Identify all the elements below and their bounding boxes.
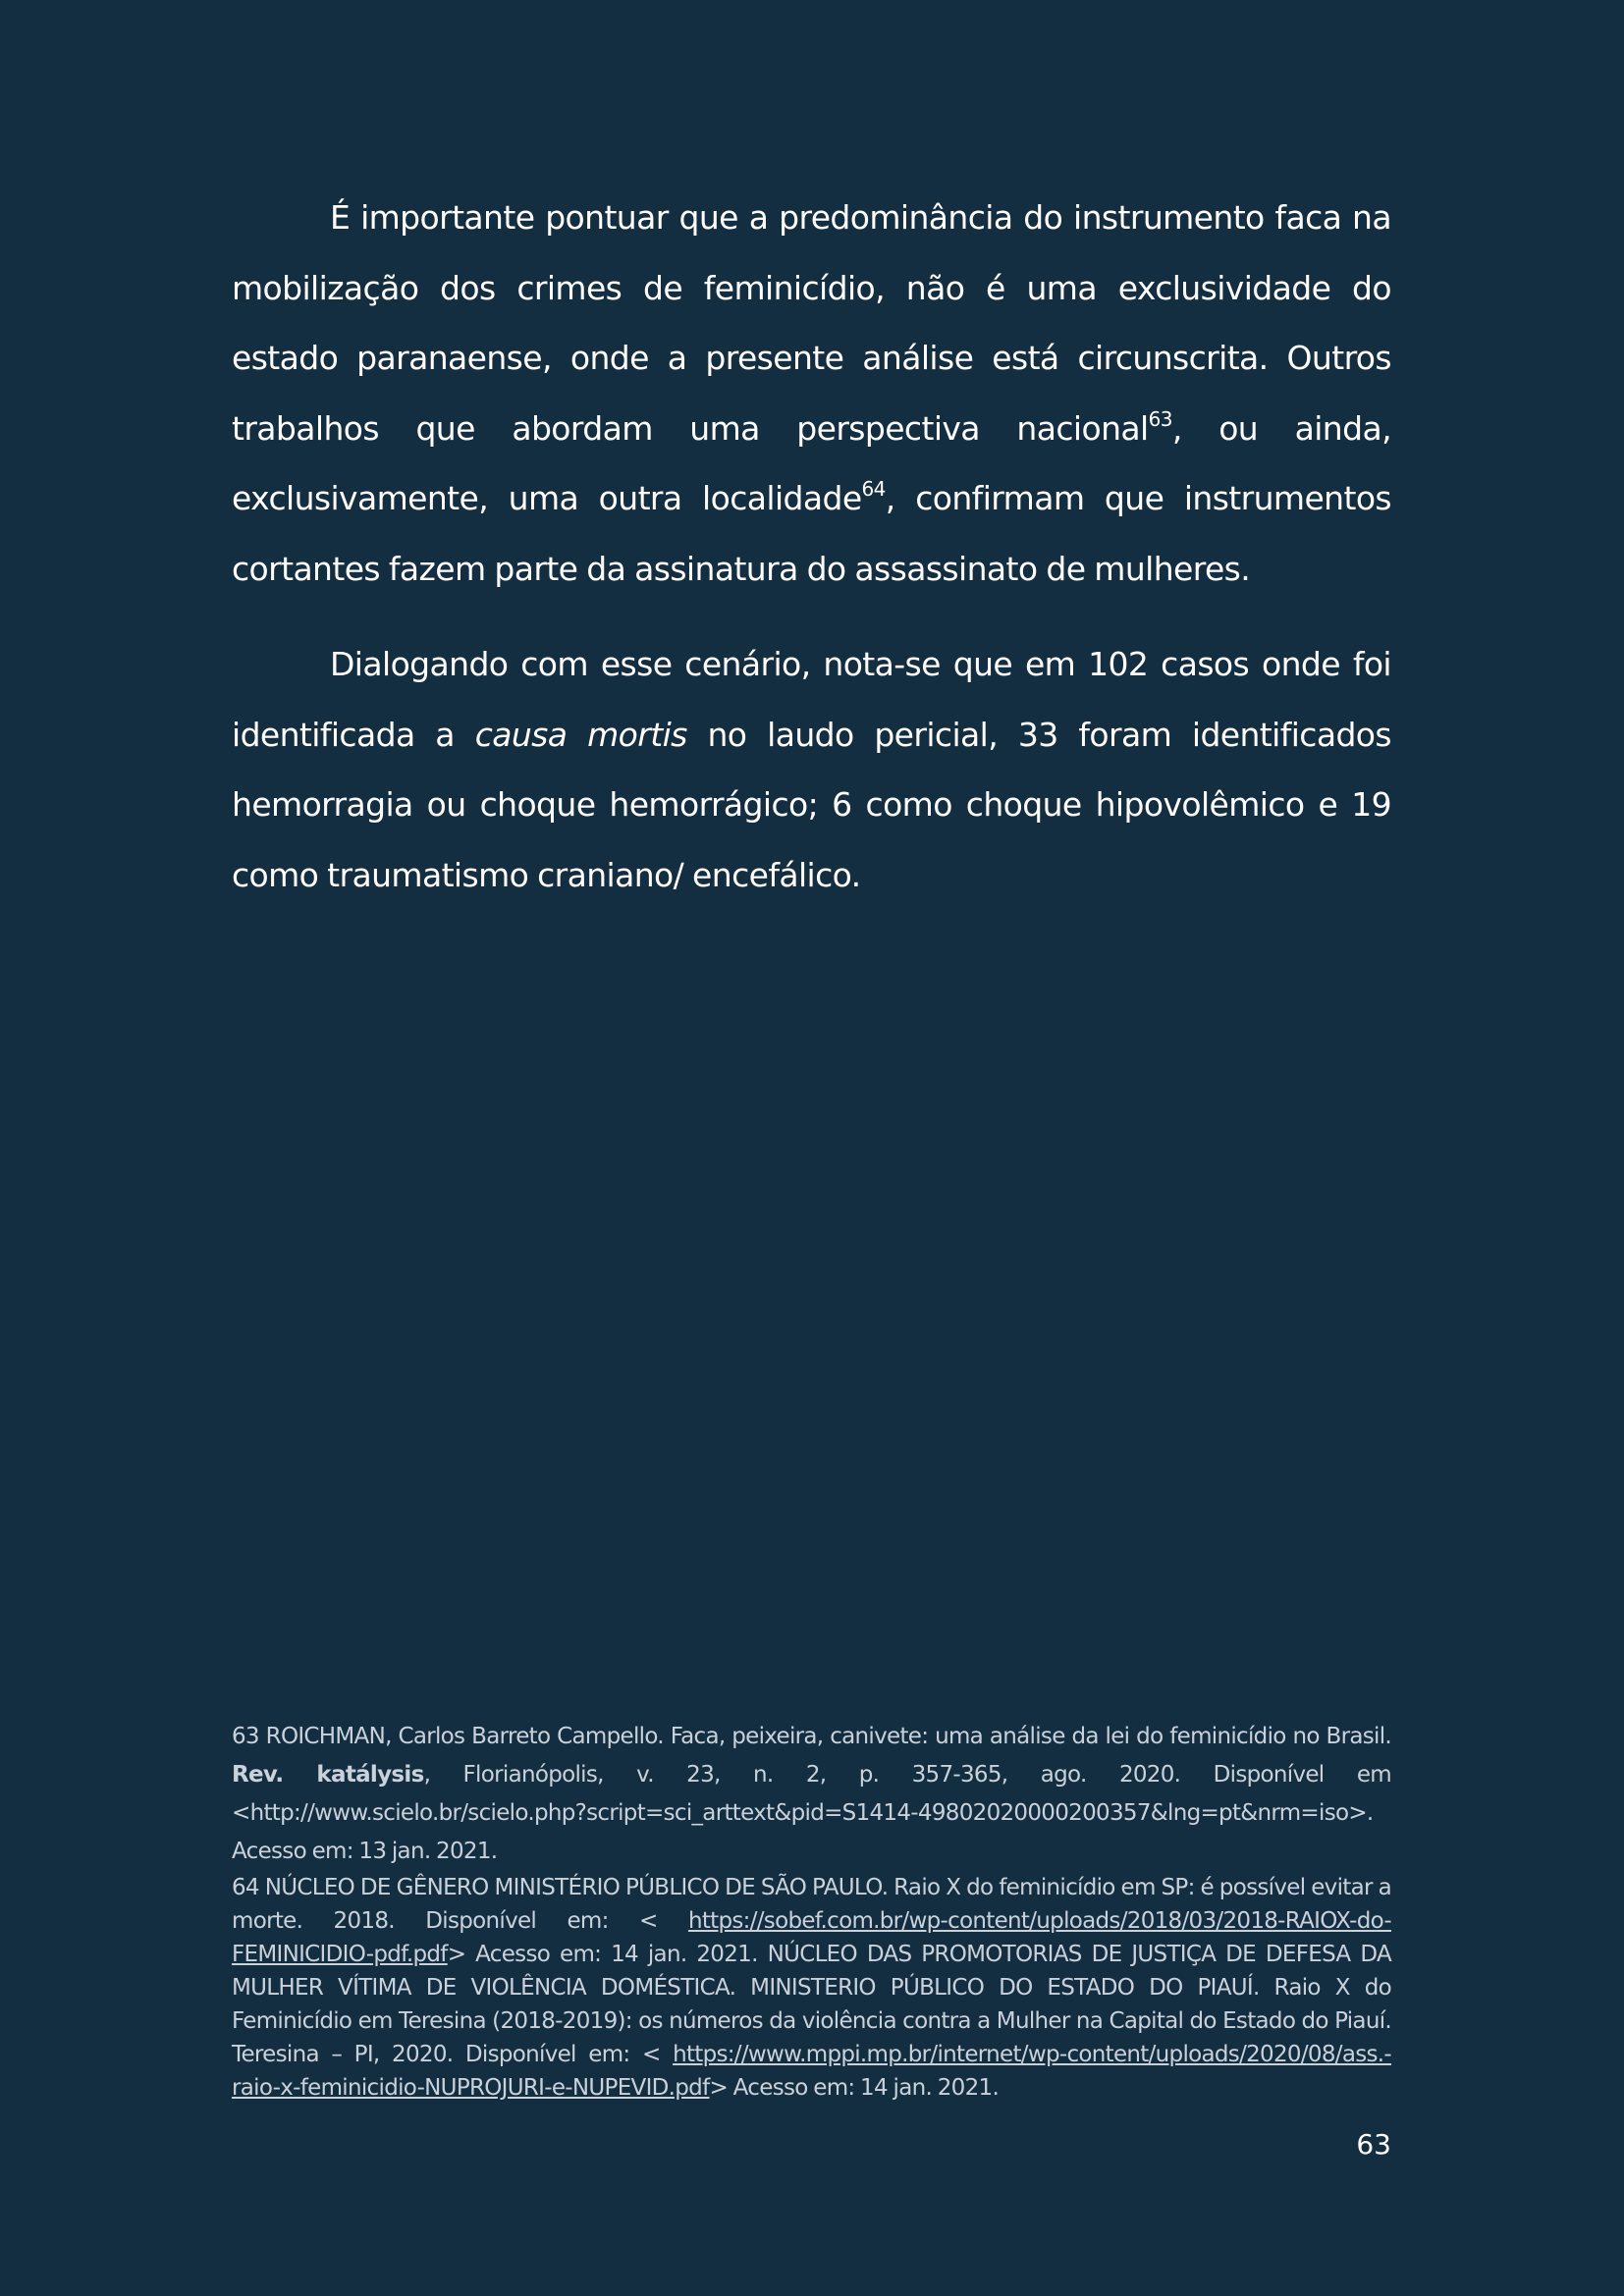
footnote-63-text-b: , Florianópolis, v. 23, n. 2, p. 357-365, ago. 2020. Disponível em <http://www.scielo.br/scielo.php?script=sci_arttext&pid=S1414-49802020000200357&lng=pt&nrm=iso>. Acesso em: 13 jan. 2021. (232, 1762, 1392, 1864)
paragraph-2 (232, 629, 1391, 910)
footnote-ref-63[interactable]: 63 (1148, 406, 1172, 431)
footnote-ref-64[interactable]: 64 (861, 477, 886, 501)
paragraph-2-text-b: no laudo pericial, 33 foram identificados hemorragia ou choque hemorrágico; 6 como choque hipovolêmico e 19 como traumatismo craniano/ encefálico. (232, 715, 1391, 894)
footnote-63 (232, 1718, 1391, 1871)
paragraph-1-text-b: , ou ainda, exclusivamente, uma outra localidade (232, 408, 1391, 517)
paragraph-2-emphasis: causa mortis (474, 715, 687, 754)
paragraph-1 (232, 183, 1391, 604)
main-text (232, 183, 1391, 935)
footnote-64-text-a: 64 NÚCLEO DE GÊNERO MINISTÉRIO PÚBLICO DE SÃO PAULO. Raio X do feminicídio em SP: é possível evitar a morte. 2018. Disponível em: < (232, 1875, 1391, 1934)
footnotes (232, 1718, 1391, 2105)
footnote-64-text-c: > Acesso em: 14 jan. 2021. (709, 2075, 1000, 2101)
paragraph-1-text-c: , confirmam que instrumentos cortantes fazem parte da assinatura do assassinato de mulheres. (232, 479, 1392, 588)
footnote-64-link-2[interactable]: https://www.mppi.mp.br/internet/wp-content/uploads/2020/08/ass.-raio-x-feminicidio-NUPROJURI-e-NUPEVID.pdf (232, 2042, 1391, 2101)
footnote-64-text-b: > Acesso em: 14 jan. 2021. NÚCLEO DAS PROMOTORIAS DE JUSTIÇA DE DEFESA DA MULHER VÍTIMA DE VIOLÊNCIA DOMÉSTICA. MINISTERIO PÚBLICO DO ESTADO DO PIAUÍ. Raio X do Feminicídio em Teresina (2018-2019): os números da violência contra a Mulher na Capital do Estado do Piauí. Teresina – PI, 2020. Disponível em: < (232, 1942, 1391, 2067)
paragraph-1-text-a: É importante pontuar que a predominância do instrumento faca na mobilização dos crimes de feminicídio, não é uma exclusividade do estado paranaense, onde a presente análise está circunscrita. Outros trabalhos que abordam uma perspectiva nacional (232, 198, 1391, 448)
footnote-63-journal: Rev. katálysis (232, 1762, 424, 1788)
page-number: 63 (1356, 2128, 1391, 2161)
footnote-64-link-1[interactable]: https://sobef.com.br/wp-content/uploads/2018/03/2018-RAIOX-do-FEMINICIDIO-pdf.pdf (232, 1908, 1391, 1967)
footnote-63-text-a: 63 ROICHMAN, Carlos Barreto Campello. Faca, peixeira, canivete: uma análise da lei do feminicídio no Brasil. (232, 1724, 1391, 1749)
footnote-64 (232, 1871, 1391, 2105)
paragraph-2-text-a: Dialogando com esse cenário, nota-se que em 102 casos onde foi identificada a (232, 645, 1391, 754)
